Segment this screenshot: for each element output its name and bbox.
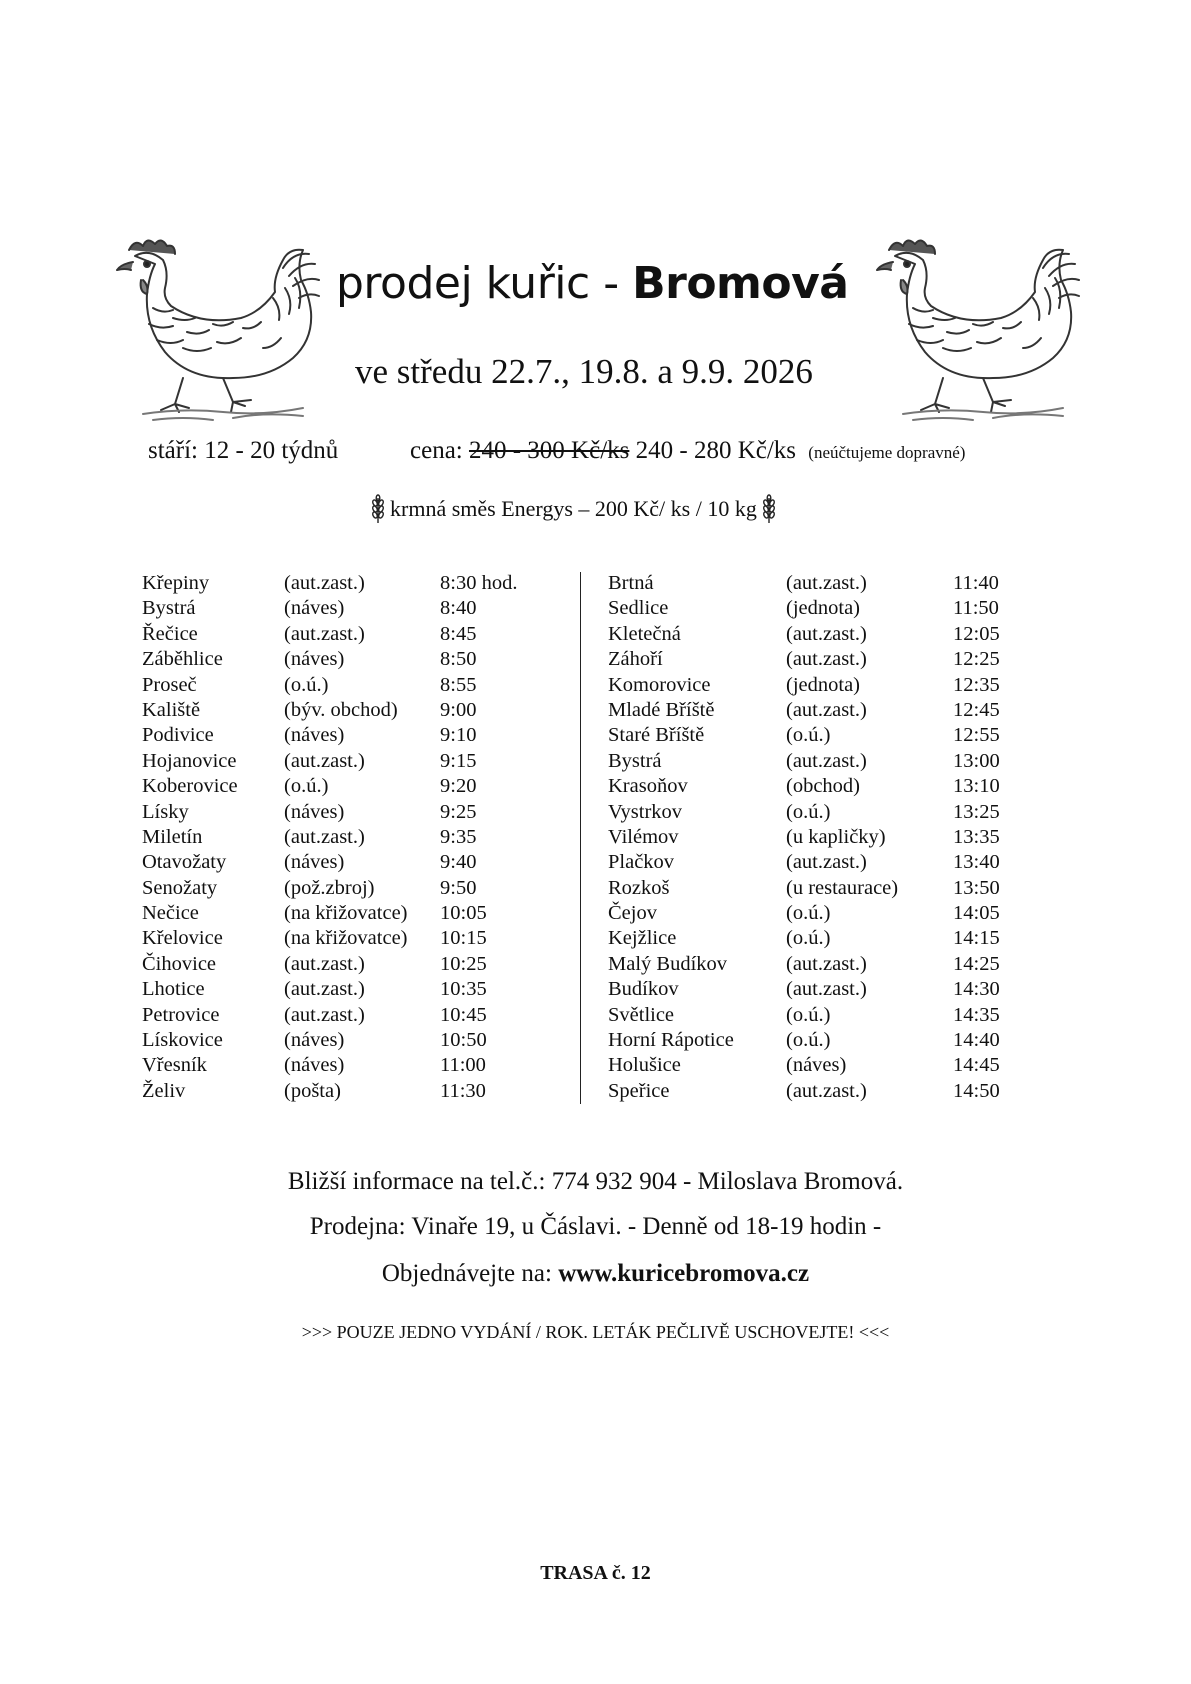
stop-location: (náves) [284, 724, 345, 747]
stop-location: (aut.zast.) [786, 978, 867, 1001]
stop-time: 8:55 [440, 673, 477, 696]
stop-location: (aut.zast.) [786, 1079, 867, 1102]
stop-location: (aut.zast.) [786, 572, 867, 594]
column-divider [580, 572, 581, 1104]
stop-time: 14:30 [953, 978, 1000, 1001]
stop-time: 13:35 [953, 825, 1000, 848]
schedule-row [608, 978, 1028, 1003]
stop-location: (aut.zast.) [284, 952, 365, 975]
schedule-row [608, 724, 1028, 749]
stop-time: 14:35 [953, 1003, 1000, 1026]
schedule-row [608, 801, 1028, 826]
feed-info [370, 494, 777, 524]
stop-time: 8:40 [440, 597, 477, 620]
stop-location: (o.ú.) [786, 724, 831, 747]
schedule-row [608, 674, 1028, 699]
stop-location: (náves) [284, 597, 345, 620]
stop-time: 8:50 [440, 648, 477, 671]
stop-time: 13:50 [953, 876, 1000, 899]
stop-place: Plačkov [608, 851, 675, 874]
stop-location: (náves) [284, 851, 345, 874]
stop-time: 13:40 [953, 851, 1000, 874]
schedule-row [142, 750, 572, 775]
stop-place: Záběhlice [142, 648, 223, 671]
stop-place: Speřice [608, 1079, 670, 1102]
order-label: Objednávejte na: [381, 1260, 552, 1287]
stop-location: (aut.zast.) [786, 952, 867, 975]
stop-place: Vystrkov [608, 800, 683, 823]
stop-time: 9:50 [440, 876, 477, 899]
schedule-row [142, 724, 572, 749]
stop-time: 9:20 [440, 775, 477, 798]
stop-location: (pož.zbroj) [284, 876, 375, 899]
order-url-link[interactable]: www.kuricebromova.cz [558, 1260, 810, 1287]
stop-location: (aut.zast.) [786, 648, 867, 671]
schedule-row [608, 877, 1028, 902]
contact-info: Bližší informace na tel.č.: 774 932 904 - Miloslava Bromová. [287, 1168, 904, 1195]
stop-place: Vřesník [142, 1054, 207, 1077]
stop-time: 10:35 [440, 978, 487, 1001]
stop-time: 12:35 [953, 673, 1000, 696]
title-main: prodej kuřic - [336, 258, 619, 309]
stop-location: (na křižovatce) [284, 902, 408, 925]
stop-place: Křelovice [142, 927, 223, 950]
schedule-row [142, 826, 572, 851]
stop-place: Rozkoš [608, 876, 670, 899]
stop-place: Lísky [142, 800, 189, 823]
stop-place: Hojanovice [142, 749, 237, 772]
sale-dates: ve středu 22.7., 19.8. a 9.9. 2026 [355, 352, 813, 391]
price-info [410, 437, 965, 465]
stop-place: Bystrá [142, 597, 196, 620]
wheat-icon [370, 494, 386, 524]
stop-place: Otavožaty [142, 851, 227, 874]
stop-place: Staré Bříště [608, 724, 705, 747]
stop-time: 12:55 [953, 724, 1000, 747]
stop-place: Horní Rápotice [608, 1029, 734, 1052]
price-note: (neúčtujeme dopravné) [808, 443, 966, 462]
shop-info: Prodejna: Vinaře 19, u Čáslavi. - Denně od 18-19 hodin - [309, 1213, 882, 1240]
schedule-row [608, 953, 1028, 978]
stop-place: Kletečná [608, 622, 681, 645]
schedule-row [608, 623, 1028, 648]
schedule-row [142, 902, 572, 927]
schedule-row [142, 953, 572, 978]
age-info: stáří: 12 - 20 týdnů [148, 437, 339, 464]
stop-location: (o.ú.) [786, 800, 831, 823]
stop-location: (aut.zast.) [284, 825, 365, 848]
stop-location: (jednota) [786, 673, 860, 696]
stop-time: 14:25 [953, 952, 1000, 975]
schedule-row [608, 1029, 1028, 1054]
stop-time: 14:05 [953, 902, 1000, 925]
order-info [0, 1260, 1191, 1288]
stop-place: Kejžlice [608, 927, 677, 950]
stop-place: Řečice [142, 622, 198, 645]
stop-location: (náves) [284, 800, 345, 823]
stop-time: 10:50 [440, 1029, 487, 1052]
stop-location: (aut.zast.) [786, 851, 867, 874]
stop-time: 11:50 [953, 597, 999, 620]
stop-place: Kaliště [142, 698, 201, 721]
stop-place: Světlice [608, 1003, 675, 1026]
schedule-row [142, 623, 572, 648]
stop-place: Proseč [142, 673, 197, 696]
stop-place: Malý Budíkov [608, 952, 728, 975]
route-number: TRASA č. 12 [540, 1562, 651, 1584]
stop-location: (o.ú.) [786, 1029, 831, 1052]
stop-time: 8:45 [440, 622, 477, 645]
stop-time: 14:15 [953, 927, 1000, 950]
stop-location: (náves) [786, 1054, 847, 1077]
price-new: 240 - 280 Kč/ks [635, 437, 797, 464]
stop-time: 12:25 [953, 648, 1000, 671]
stop-place: Sedlice [608, 597, 669, 620]
schedule-row [142, 597, 572, 622]
stop-time: 10:05 [440, 902, 487, 925]
stop-time: 11:00 [440, 1054, 486, 1077]
stop-place: Krasoňov [608, 775, 688, 798]
stop-time: 10:45 [440, 1003, 487, 1026]
stop-place: Záhoří [608, 648, 663, 671]
schedule-row [608, 1080, 1028, 1105]
schedule-row [608, 902, 1028, 927]
stop-location: (o.ú.) [284, 775, 329, 798]
hen-illustration-icon [872, 228, 1094, 428]
stop-location: (o.ú.) [786, 902, 831, 925]
feed-text: krmná směs Energys – 200 Kč/ ks / 10 kg [390, 496, 757, 521]
schedule-row [608, 826, 1028, 851]
stop-location: (náves) [284, 1054, 345, 1077]
stop-place: Komorovice [608, 673, 711, 696]
schedule-row [142, 851, 572, 876]
stop-place: Senožaty [142, 876, 218, 899]
schedule-row [142, 1029, 572, 1054]
schedule-row [142, 775, 572, 800]
stop-time: 12:05 [953, 622, 1000, 645]
stop-time: 14:50 [953, 1079, 1000, 1102]
schedule-row [608, 648, 1028, 673]
stop-place: Čihovice [142, 952, 217, 975]
stop-place: Podivice [142, 724, 214, 747]
stop-place: Bystrá [608, 749, 662, 772]
schedule-row [608, 1004, 1028, 1029]
schedule-row [608, 750, 1028, 775]
wheat-icon [761, 494, 777, 524]
schedule-row [142, 699, 572, 724]
stop-place: Mladé Bříště [608, 698, 715, 721]
schedule-row [608, 1054, 1028, 1079]
stop-location: (obchod) [786, 775, 861, 798]
stop-location: (u restaurace) [786, 876, 899, 899]
stop-location: (býv. obchod) [284, 698, 398, 721]
schedule-row [142, 877, 572, 902]
schedule-row [142, 572, 572, 597]
schedule-row [608, 851, 1028, 876]
notice-text: >>> POUZE JEDNO VYDÁNÍ / ROK. LETÁK PEČLIVĚ USCHOVEJTE! <<< [301, 1322, 890, 1342]
schedule-row [142, 978, 572, 1003]
schedule-row [142, 674, 572, 699]
schedule-left [142, 572, 572, 1105]
stop-location: (aut.zast.) [284, 749, 365, 772]
stop-location: (aut.zast.) [284, 622, 365, 645]
stop-time: 9:25 [440, 800, 477, 823]
page-title [336, 258, 876, 309]
stop-location: (o.ú.) [284, 673, 329, 696]
stop-location: (o.ú.) [786, 1003, 831, 1026]
stop-time: 13:10 [953, 775, 1000, 798]
stop-time: 12:45 [953, 698, 1000, 721]
stop-place: Lhotice [142, 978, 205, 1001]
schedule-row [608, 597, 1028, 622]
schedule-row [142, 1054, 572, 1079]
stop-place: Miletín [142, 825, 203, 848]
stop-place: Vilémov [608, 825, 679, 848]
schedule-row [608, 775, 1028, 800]
price-label: cena: [410, 437, 463, 464]
stop-location: (náves) [284, 1029, 345, 1052]
stop-time: 10:15 [440, 927, 487, 950]
stop-place: Čejov [608, 902, 657, 925]
stop-place: Křepiny [142, 572, 210, 594]
schedule-row [608, 927, 1028, 952]
stop-location: (aut.zast.) [284, 978, 365, 1001]
stop-place: Lískovice [142, 1029, 223, 1052]
stop-location: (aut.zast.) [786, 622, 867, 645]
stop-time: 13:00 [953, 749, 1000, 772]
stop-place: Petrovice [142, 1003, 220, 1026]
schedule-row [608, 572, 1028, 597]
stop-place: Brtná [608, 572, 654, 594]
schedule-row [142, 648, 572, 673]
schedule-row [608, 699, 1028, 724]
stop-place: Želiv [142, 1079, 186, 1102]
stop-time: 9:15 [440, 749, 477, 772]
stop-location: (u kapličky) [786, 825, 886, 848]
stop-location: (aut.zast.) [284, 572, 365, 594]
stop-location: (o.ú.) [786, 927, 831, 950]
schedule-right [608, 572, 1028, 1105]
stop-location: (náves) [284, 648, 345, 671]
stop-place: Budíkov [608, 978, 679, 1001]
schedule-row [142, 1080, 572, 1105]
stop-time: 14:40 [953, 1029, 1000, 1052]
stop-time: 11:40 [953, 572, 999, 594]
stop-time: 9:40 [440, 851, 477, 874]
stop-location: (aut.zast.) [284, 1003, 365, 1026]
stop-location: (na křižovatce) [284, 927, 408, 950]
stop-location: (aut.zast.) [786, 749, 867, 772]
stop-time: 13:25 [953, 800, 1000, 823]
stop-time: 11:30 [440, 1079, 486, 1102]
stop-time: 9:35 [440, 825, 477, 848]
title-brand: Bromová [632, 258, 849, 309]
stop-time: 9:00 [440, 698, 477, 721]
stop-location: (pošta) [284, 1079, 341, 1102]
stop-location: (aut.zast.) [786, 698, 867, 721]
schedule-row [142, 801, 572, 826]
stop-place: Koberovice [142, 775, 238, 798]
hen-illustration-icon [112, 228, 334, 428]
price-old: 240 - 300 Kč/ks [468, 437, 630, 464]
schedule-row [142, 927, 572, 952]
stop-place: Nečice [142, 902, 199, 925]
stop-time: 10:25 [440, 952, 487, 975]
schedule-row [142, 1004, 572, 1029]
stop-time: 9:10 [440, 724, 477, 747]
stop-location: (jednota) [786, 597, 860, 620]
stop-time: 14:45 [953, 1054, 1000, 1077]
stop-time: 8:30 hod. [440, 572, 518, 594]
stop-place: Holušice [608, 1054, 681, 1077]
